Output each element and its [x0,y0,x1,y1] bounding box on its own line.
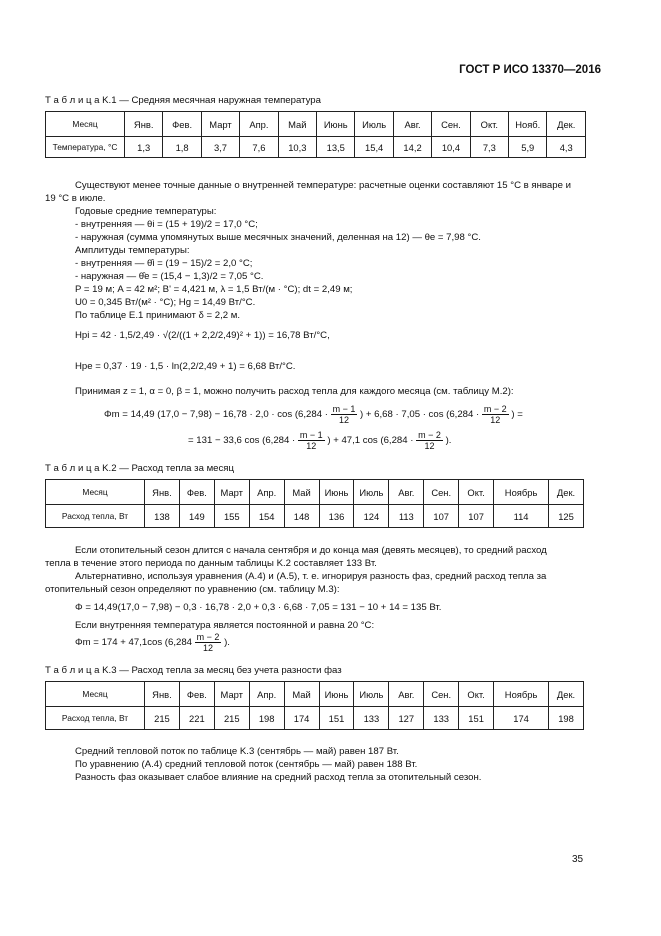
value-cell: 13,5 [317,137,355,158]
value-cell: 113 [389,505,424,528]
value-cell: 174 [494,707,549,730]
fraction-numerator: m − 2 [483,404,507,414]
equation-text: = 131 − 33,6 cos (6,284 · [188,435,296,447]
table-k2-caption: Т а б л и ц а K.2 — Расход тепла за месяц [45,463,234,474]
value-cell: 133 [424,707,459,730]
month-cell: Окт. [459,682,494,707]
paragraph: тепла в течение этого периода по данным таблицы K.2 составляет 133 Вт. [45,558,377,569]
value-cell: 114 [494,505,549,528]
paragraph: отопительный сезон определяют по уравнению (см. таблицу М.3): [45,584,340,595]
value-cell: 221 [179,707,214,730]
equation-text: ). [224,637,230,649]
month-cell: Янв. [145,682,180,707]
equation-text: ). [445,435,452,447]
table-header-row [46,112,586,137]
value-cell: 125 [549,505,584,528]
paragraph: 19 °С в июле. [45,193,106,204]
equation-text: ) + 47,1 cos (6,284 · [327,435,414,447]
table-k1 [45,111,586,158]
month-cell: Июнь [317,112,355,137]
fraction [195,632,222,653]
value-cell: 154 [249,505,284,528]
month-cell: Июнь [319,682,354,707]
value-cell: 1,3 [125,137,163,158]
value-cell: 155 [214,505,249,528]
month-cell: Июнь [319,480,354,505]
paragraph: U0 = 0,345 Вт/(м² · °С); Hg = 14,49 Вт/°С. [75,297,256,308]
table-header-row [46,480,584,505]
month-cell: Окт. [459,480,494,505]
value-cell: 3,7 [201,137,239,158]
equation-text: Φm = 174 + 47,1cos (6,284 [75,637,192,649]
value-cell: 215 [145,707,180,730]
table-row [46,707,584,730]
fraction-numerator: m − 2 [196,632,220,642]
value-cell: 148 [284,505,319,528]
value-cell: 127 [389,707,424,730]
table-row-label: Расход тепла, Вт [46,707,145,730]
month-cell: Май [284,682,319,707]
table-k1-caption: Т а б л и ц а K.1 — Средняя месячная наружная температура [45,95,321,106]
month-cell: Авг. [389,682,424,707]
month-cell: Дек. [549,682,584,707]
table-k3-caption: Т а б л и ц а K.3 — Расход тепла за месяц без учета разности фаз [45,665,342,676]
month-cell: Ноябрь [494,682,549,707]
month-cell: Апр. [249,480,284,505]
table-k3 [45,681,584,730]
paragraph: P = 19 м; A = 42 м²; B' = 4,421 м, λ = 1,5 Вт/(м · °С); dt = 2,49 м; [75,284,353,295]
paragraph: Годовые средние температуры: [75,206,217,217]
equation-line-2 [188,430,451,451]
equation-text: Φm = 14,49 (17,0 − 7,98) − 16,78 · 2,0 · cos (6,284 · [104,409,328,421]
month-cell: Дек. [547,112,586,137]
month-cell: Май [284,480,319,505]
value-cell: 215 [214,707,249,730]
paragraph: Разность фаз оказывает слабое влияние на средний расход тепла за отопительный сезон. [75,772,482,783]
paragraph: Если внутренняя температура является постоянной и равна 20 °С: [75,620,375,631]
value-cell: 10,4 [432,137,470,158]
value-cell: 5,9 [509,137,547,158]
month-cell: Май [278,112,316,137]
value-cell: 4,3 [547,137,586,158]
month-cell: Апр. [240,112,278,137]
table-header-row [46,682,584,707]
paragraph: - наружная — θ̂e = (15,4 − 1,3)/2 = 7,05 °С. [75,271,264,282]
value-cell: 198 [549,707,584,730]
value-cell: 14,2 [393,137,431,158]
value-cell: 138 [145,505,180,528]
month-cell: Март [214,480,249,505]
paragraph: - внутренняя — θ̂i = (19 − 15)/2 = 2,0 °С; [75,258,253,269]
month-cell: Авг. [393,112,431,137]
table-k2 [45,479,584,528]
value-cell: 10,3 [278,137,316,158]
equation-text: ) = [511,409,523,421]
fraction [416,430,443,451]
value-cell: 136 [319,505,354,528]
fraction-numerator: m − 1 [299,430,323,440]
month-cell: Март [201,112,239,137]
paragraph: Существуют менее точные данные о внутренней температуре: расчетные оценки составляют 15 °С в январе и [75,180,571,191]
value-cell: 7,3 [470,137,508,158]
paragraph: Если отопительный сезон длится с начала сентября и до конца мая (девять месяцев), то средний расход [75,545,547,556]
paragraph: По таблице E.1 принимают δ = 2,2 м. [75,310,241,321]
month-cell: Июль [354,480,389,505]
table-row-label: Месяц [46,480,145,505]
table-row [46,505,584,528]
paragraph: Средний тепловой поток по таблице K.3 (сентябрь — май) равен 187 Вт. [75,746,399,757]
equation-line-1 [104,404,523,425]
paragraph: - наружная (сумма упомянутых выше месячных значений, деленная на 12) — θe = 7,98 °С. [75,232,481,243]
document-header: ГОСТ Р ИСО 13370—2016 [459,64,601,76]
month-cell: Янв. [145,480,180,505]
month-cell: Июль [354,682,389,707]
fraction [298,430,325,451]
month-cell: Янв. [125,112,163,137]
month-cell: Окт. [470,112,508,137]
equation-line-3 [75,632,230,653]
month-cell: Дек. [549,480,584,505]
table-row-label: Температура, °С [46,137,125,158]
month-cell: Фев. [179,682,214,707]
table-row-label: Месяц [46,112,125,137]
fraction-denominator: 12 [338,415,349,425]
table-row [46,137,586,158]
fraction [482,404,509,425]
paragraph: Альтернативно, используя уравнения (A.4) и (A.5), т. е. игнорируя разность фаз, средний расход тепла за [75,571,547,582]
formula-hpi: Hpi = 42 · 1,5/2,49 · √(2/((1 + 2,2/2,49)² + 1)) = 16,78 Вт/°С, [75,330,330,341]
fraction [331,404,358,425]
value-cell: 198 [249,707,284,730]
value-cell: 107 [459,505,494,528]
month-cell: Апр. [249,682,284,707]
month-cell: Авг. [389,480,424,505]
value-cell: 7,6 [240,137,278,158]
page-number: 35 [572,854,584,865]
fraction-numerator: m − 2 [418,430,441,440]
fraction-denominator: 12 [203,643,214,653]
month-cell: Сен. [432,112,470,137]
paragraph: По уравнению (A.4) средний тепловой поток (сентябрь — май) равен 188 Вт. [75,759,418,770]
month-cell: Ноябрь [494,480,549,505]
value-cell: 124 [354,505,389,528]
fraction-denominator: 12 [306,441,317,451]
value-cell: 15,4 [355,137,393,158]
fraction-denominator: 12 [424,441,435,451]
table-row-label: Расход тепла, Вт [46,505,145,528]
paragraph: Принимая z = 1, α = 0, β = 1, можно получить расход тепла для каждого месяца (см. таблицу М.2): [75,386,514,397]
month-cell: Сен. [424,480,459,505]
month-cell: Март [214,682,249,707]
month-cell: Фев. [179,480,214,505]
month-cell: Июль [355,112,393,137]
value-cell: 151 [459,707,494,730]
month-cell: Фев. [163,112,201,137]
value-cell: 107 [424,505,459,528]
table-row-label: Месяц [46,682,145,707]
value-cell: 151 [319,707,354,730]
paragraph: Амплитуды температуры: [75,245,190,256]
formula-phi-mean: Φ = 14,49(17,0 − 7,98) − 0,3 · 16,78 · 2,0 + 0,3 · 6,68 · 7,05 = 131 − 10 + 14 = 135 Вт. [75,602,442,613]
value-cell: 1,8 [163,137,201,158]
value-cell: 174 [284,707,319,730]
month-cell: Сен. [424,682,459,707]
fraction-denominator: 12 [490,415,501,425]
equation-text: ) + 6,68 · 7,05 · cos (6,284 · [360,409,480,421]
paragraph: - внутренняя — θi = (15 + 19)/2 = 17,0 °С; [75,219,258,230]
month-cell: Нояб. [509,112,547,137]
formula-hpe: Hpe = 0,37 · 19 · 1,5 · ln(2,2/2,49 + 1) = 6,68 Вт/°С. [75,361,296,372]
fraction-numerator: m − 1 [332,404,356,414]
value-cell: 149 [179,505,214,528]
value-cell: 133 [354,707,389,730]
